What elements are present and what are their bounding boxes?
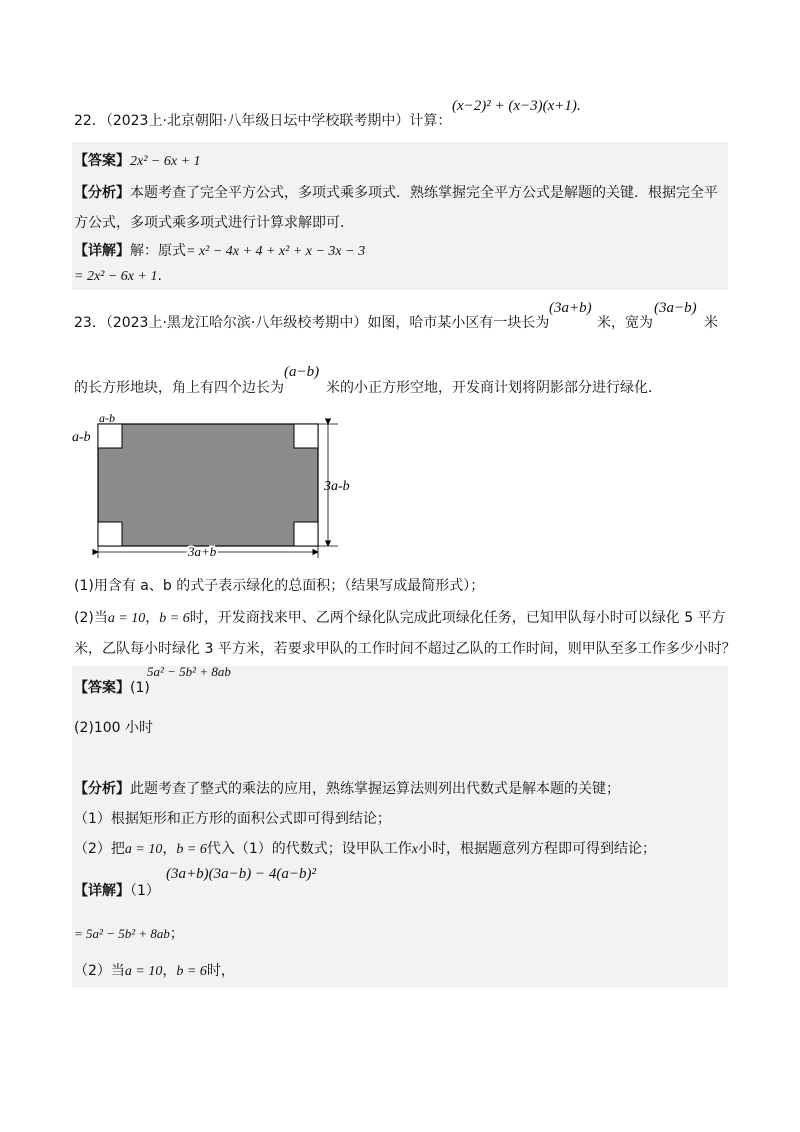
corner-top-label: a-b [99,412,115,425]
a22-detail-line-2: = 2x² − 6x + 1. [74,268,162,284]
bottom-dim-label: 3a+b [188,544,217,559]
a23-answer-line: 【答案】(1) [74,680,150,696]
a23-analysis-line-1: 【分析】此题考查了整式的乘法的应用，熟练掌握运算法则列出代数式是解本题的关键； [74,781,620,797]
detail-tag: 【详解】 [74,243,130,259]
corner-left-label: a-b [72,430,91,445]
rectangle-figure [70,412,370,562]
a22-analysis-line-2: 方公式，多项式乘多项式进行计算求解即可． [74,215,354,231]
q23-part-1: (1)用含有 a、b 的式子表示绿化的总面积；（结果写成最简形式）； [74,578,485,594]
corner-square-tl [98,424,122,448]
answer-tag: 【答案】 [74,680,130,696]
q23-line-1-mid: 米，宽为 [597,315,653,331]
q23-line-1: 23．（2023上·黑龙江哈尔滨·八年级校考期中）如图，哈市某小区有一块长为 [74,315,550,331]
analysis-tag: 【分析】 [74,781,130,797]
a22-detail-line-1: 【详解】解：原式= x² − 4x + 4 + x² + x − 3x − 3 [74,243,366,259]
corner-square-bl [98,522,122,546]
green-area [98,424,318,546]
answer-tag: 【答案】 [74,153,130,169]
a22-answer-expr: 2x² − 6x + 1 [130,154,201,169]
q23-part-2-line-1: (2)当a = 10，b = 6时，开发商找来甲、乙两个绿化队完成此项绿化任务，已知甲队每小时可以绿化 5 平方 [74,610,726,626]
a23-detail-line-1: 【详解】（1） [74,883,160,899]
q23-line-2-a: 的长方形地块，角上有四个边长为 [74,380,284,396]
right-dim-label: 3a-b [324,479,350,494]
a23-answer-2: (2)100 小时 [74,720,154,736]
analysis-tag: 【分析】 [74,185,130,201]
a23-detail-line-2: = 5a² − 5b² + 8ab； [74,926,184,942]
detail-tag: 【详解】 [74,883,130,899]
a23-detail-expr-1: (3a+b)(3a−b) − 4(a−b)² [166,866,316,882]
q22-line [74,110,451,130]
q23-width-expr: (3a−b) [654,300,697,316]
q23-number: 23． [74,315,106,331]
a22-analysis-line-1: 【分析】本题考查了完全平方公式，多项式乘多项式．熟练掌握完全平方公式是解题的关键．根据完全平 [74,185,718,201]
q23-line-2-b: 米的小正方形空地，开发商计划将阴影部分进行绿化． [326,380,662,396]
q22-source: （2023上·北京朝阳·八年级日坛中学校联考期中）计算： [105,113,452,129]
q22-expression: (x−2)² + (x−3)(x+1). [452,98,581,114]
a23-answer-expr-1: 5a² − 5b² + 8ab [147,664,231,679]
corner-square-br [294,522,318,546]
a23-analysis-line-2: （1）根据矩形和正方形的面积公式即可得到结论； [74,811,391,827]
q23-part-2-line-2: 米，乙队每小时绿化 3 平方米，若要求甲队的工作时间不超过乙队的工作时间，则甲队至多工作多少小时？ [74,641,736,657]
q23-line-1-end: 米 [704,315,718,331]
a23-analysis-line-3: （2）把a = 10，b = 6代入（1）的代数式；设甲队工作x小时，根据题意列方程即可得到结论； [74,841,656,857]
q23-side-expr: (a−b) [284,364,320,380]
a23-detail-line-3: （2）当a = 10，b = 6时， [74,963,235,979]
a22-answer-line [74,150,201,170]
q23-length-expr: (3a+b) [549,300,592,316]
corner-square-tr [294,424,318,448]
q22-number: 22． [74,113,106,129]
